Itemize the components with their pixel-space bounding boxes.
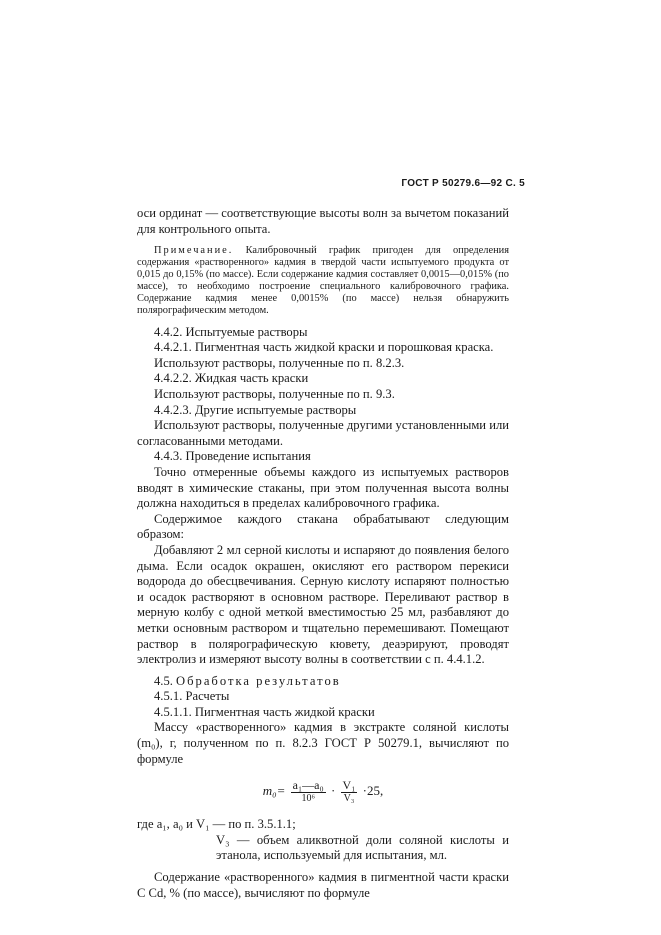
section-4-4-2-3-heading: 4.4.2.3. Другие испытуемые растворы [154, 402, 357, 417]
note-text: Калибровочный график пригоден для определения содержания «растворенного» кадмия в твердой части испытуемого продукта от 0,015 до 0,15% (по массе). Если содержание кадмия составляет 0,0015—0,015% (по массе), то необходимо построение специального калибровочного графика. Содержание кадмия менее 0,0015% (по массе) нельзя обнаружить полярографическим методом. [137, 245, 509, 316]
where-line-1 [137, 817, 509, 833]
section-4-5-1-1-heading: 4.5.1.1. Пигментная часть жидкой краски [154, 704, 375, 719]
formula-dot: · [330, 783, 336, 799]
formula-lhs: m₀= [262, 783, 286, 799]
section-4-4-2-3-text: Используют растворы, полученные другими установленными или согласованными методами. [137, 418, 509, 448]
document-body [137, 206, 509, 901]
formula-fraction-1 [291, 779, 326, 805]
section-4-5-number: 4.5. [154, 673, 173, 688]
section-4-4-2-heading: 4.4.2. Испытуемые растворы [154, 324, 308, 339]
where-definition-2: V₃ — объем аликвотной доли соляной кислоты и этанола, используемый для испытания, мл. [216, 832, 509, 863]
formula-tail: ·25, [362, 783, 384, 799]
section-4-4-2-2-text: Используют растворы, полученные по п. 9.3. [154, 387, 395, 401]
section-4-4-2-1-text: Используют растворы, полученные по п. 8.2.3. [154, 355, 405, 370]
section-4-5-1-1-text: Массу «растворенного» кадмия в экстракте соляной кислоты (m₀), г, полученном по п. 8.2.3 ГОСТ Р 50279.1, вычисляют по формуле [137, 720, 509, 766]
formula-numerator-2: V₁ [342, 778, 356, 793]
page-header-code: ГОСТ Р 50279.6—92 С. 5 [401, 178, 525, 189]
formula-m0 [137, 779, 509, 805]
section-4-5-heading [137, 674, 509, 690]
formula-fraction-2 [341, 779, 358, 805]
section-4-4-3-paragraph-1: Точно отмеренные объемы каждого из испытуемых растворов вводят в химические стаканы, при этом полученная высота волны должна находиться в пределах калибровочного графика. [137, 464, 509, 511]
section-4-5-1-heading: 4.5.1. Расчеты [154, 689, 230, 704]
formula-denominator-2: V₃ [343, 793, 355, 805]
final-paragraph: Содержание «растворенного» кадмия в пигментной части краски C Cd, % (по массе), вычисляют по формуле [137, 870, 509, 900]
section-4-4-3-paragraph-3: Добавляют 2 мл серной кислоты и испаряют до появления белого дыма. Если осадок окрашен, окисляют его раствором перекиси водорода до обесцвечивания. Серную кислоту испаряют полностью и осадок растворяют в основном растворе. Переливают раствор в мерную колбу с одной меткой вместимостью 25 мл, разбавляют до метки основным раствором и тщательно перемешивают. Помещают раствор в полярографическую кювету, деаэрируют, проводят электролиз и измеряют высоту волны в соответствии с п. 4.4.1.2. [137, 542, 509, 667]
section-4-4-2-2-heading: 4.4.2.2. Жидкая часть краски [154, 371, 309, 386]
note-paragraph [137, 245, 509, 316]
where-definition-1: a₁, a₀ и V₁ — по п. 3.5.1.1; [156, 817, 296, 832]
section-4-4-3-paragraph-2: Содержимое каждого стакана обрабатывают следующим образом: [137, 511, 509, 542]
note-label: Примечание. [154, 245, 234, 257]
formula-numerator-1: a₁—a₀ [292, 778, 324, 793]
where-label: где [137, 817, 154, 832]
section-4-4-3-heading: 4.4.3. Проведение испытания [154, 449, 311, 464]
section-4-4-2-1-heading: 4.4.2.1. Пигментная часть жидкой краски и порошковая краска. [154, 340, 494, 355]
formula-denominator-1: 10⁶ [301, 793, 315, 805]
section-4-5-title: Обработка результатов [176, 673, 341, 688]
paragraph-continuation: оси ординат — соответствующие высоты волн за вычетом показаний для контрольного опыта. [137, 206, 509, 236]
